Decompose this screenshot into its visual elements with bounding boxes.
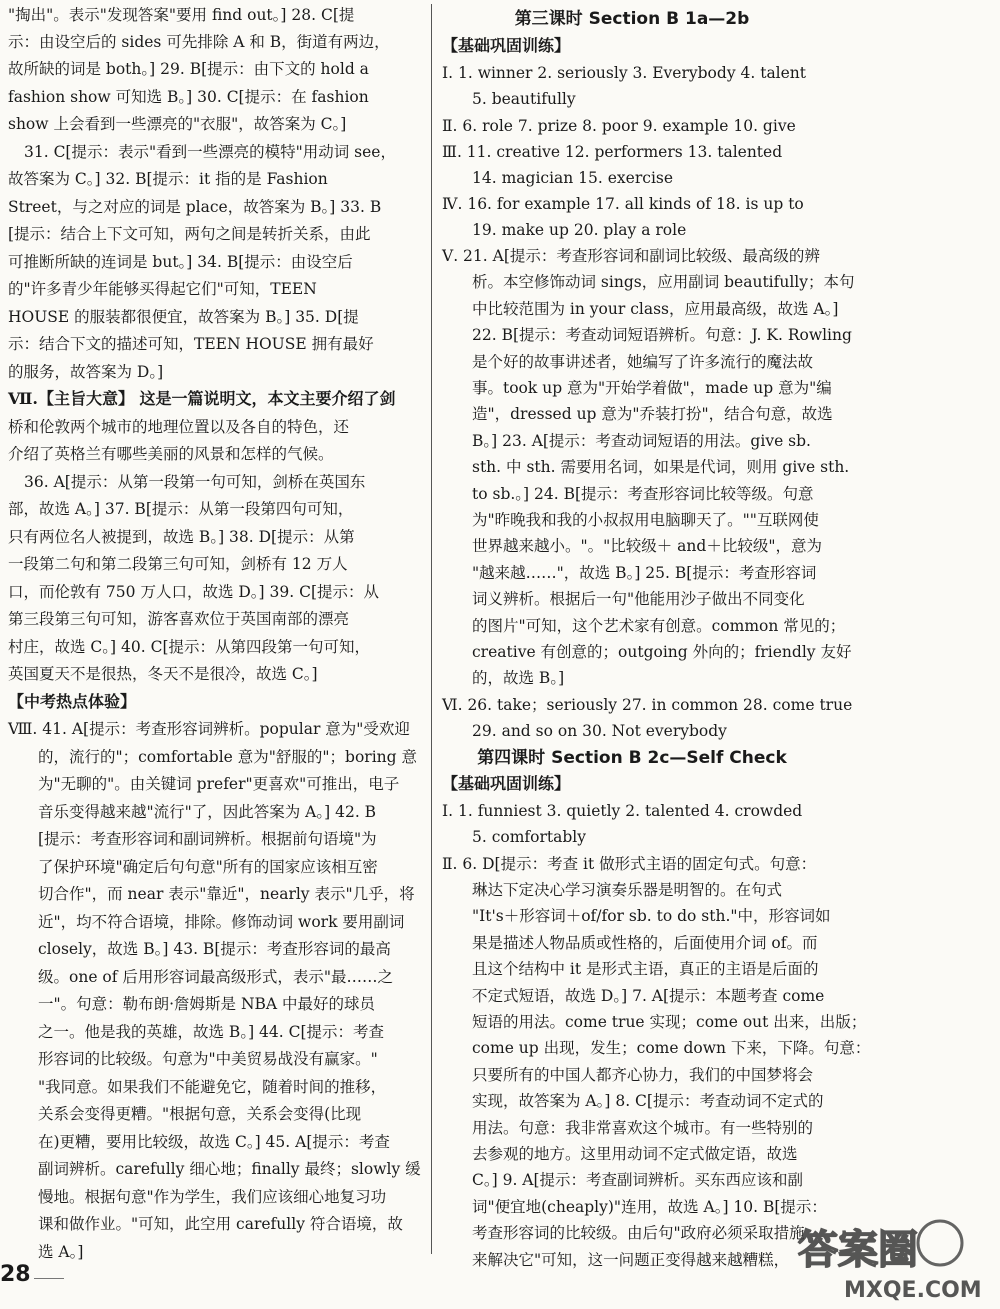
text-line: 29. and so on 30. Not everybody	[472, 722, 727, 740]
text-line: 31. C[提示：表示"看到一些漂亮的模特"用动词 see，	[24, 143, 396, 161]
text-line: 桥和伦敦两个城市的地理位置以及各自的特色，还	[8, 418, 350, 436]
text-line: 去参观的地方。这里用动词不定式做定语，故选	[472, 1145, 798, 1163]
text-line: 用法。句意：我非常喜欢这个城市。有一些特别的	[472, 1119, 814, 1137]
text-line: 36. A[提示：从第一段第一句可知，剑桥在英国东	[24, 473, 366, 491]
text-line: creative 有创意的；outgoing 外向的；friendly 友好	[472, 643, 852, 661]
text-line: Ⅰ. 1. winner 2. seriously 3. Everybody 4. talent	[442, 64, 807, 82]
text-line: 音乐变得越来越"流行"了，因此答案为 A。] 42. B	[38, 803, 377, 821]
text-line: 课和做作业。"可知，此空用 carefully 符合语境，故	[38, 1215, 403, 1233]
text-line: 示：结合下文的描述可知，TEEN HOUSE 拥有最好	[8, 335, 374, 353]
text-line: C。] 9. A[提示：考查副词辨析。买东西应该和副	[472, 1171, 804, 1189]
text-line: 级。one of 后用形容词最高级形式，表示"最……之	[38, 968, 394, 986]
text-line: 的图片"可知，这个艺术家有创意。common 常见的；	[472, 617, 846, 635]
watermark-circle	[918, 1221, 962, 1265]
text-line: 析。本空修饰动词 sings，应用副词 beautifully；本句	[472, 273, 855, 291]
watermark-url: MXQE.COM	[844, 1278, 982, 1303]
text-line: 造"，dressed up 意为"乔装打扮"，结合句意，故选	[472, 405, 833, 423]
text-line: 考查形容词的比较级。由后句"政府必须采取措施	[472, 1224, 805, 1242]
text-line: 短语的用法。come true 实现；come out 出来，出版；	[472, 1013, 867, 1031]
section-heading: 【基础巩固训练】	[442, 774, 571, 793]
text-line: 示：由设空后的 sides 可先排除 A 和 B，街道有两边，	[8, 33, 390, 51]
text-line: 是个好的故事讲述者，她编写了许多流行的魔法故	[472, 353, 814, 371]
text-line: 19. make up 20. play a role	[472, 221, 687, 239]
text-line: 只有两位名人被提到，故选 B。] 38. D[提示：从第	[8, 528, 355, 546]
text-line: 只要所有的中国人都齐心协力，我们的中国梦将会	[472, 1066, 814, 1084]
text-line: 一"。句意：勒布朗·詹姆斯是 NBA 中最好的球员	[38, 995, 376, 1013]
text-line: 副词辨析。carefully 细心地；finally 最终；slowly 缓	[38, 1160, 421, 1178]
text-line: 切合作"，而 near 表示"靠近"，nearly 表示"几乎，将	[38, 885, 415, 903]
text-line: 世界越来越小。"。"比较级＋ and＋比较级"，意为	[472, 537, 822, 555]
text-line: "我同意。如果我们不能避免它，随着时间的推移，	[38, 1078, 387, 1096]
text-line: 慢地。根据句意"作为学生，我们应该细心地复习功	[38, 1188, 387, 1206]
text-line: come up 出现，发生；come down 下来，下降。句意：	[472, 1039, 871, 1057]
text-line: 为"昨晚我和我的小叔叔用电脑聊天了。""互联网使	[472, 511, 819, 529]
page-number: 28	[0, 1262, 31, 1287]
lesson-title: 第四课时 Section B 2c—Self Check	[477, 748, 787, 768]
text-line: 琳达下定决心学习演奏乐器是明智的。在句式	[472, 881, 783, 899]
text-line: 不定式短语，故选 D。] 7. A[提示：本题考查 come	[472, 987, 825, 1005]
watermark-logo	[790, 1213, 990, 1305]
text-line: 22. B[提示：考查动词短语辨析。句意：J. K. Rowling	[472, 326, 852, 344]
watermark-title: 答案圈	[798, 1227, 918, 1273]
text-line: sth. 中 sth. 需要用名词，如果是代词，则用 give sth.	[472, 458, 850, 476]
text-line: 5. comfortably	[472, 828, 587, 846]
text-line: 第三段第三句可知，游客喜欢位于英国南部的漂亮	[8, 610, 350, 628]
text-line: Ⅱ. 6. D[提示：考查 it 做形式主语的固定句式。句意：	[442, 855, 817, 873]
text-line: 口，而伦敦有 750 万人口，故选 D。] 39. C[提示：从	[8, 583, 380, 601]
text-line: to sb.。] 24. B[提示：考查形容词比较等级。句意	[472, 485, 814, 503]
text-line: 词义辨析。根据后一句"他能用沙子做出不同变化	[472, 590, 805, 608]
text-line: closely，故选 B。] 43. B[提示：考查形容词的最高	[38, 940, 391, 958]
text-line: [提示：考查形容词和副词辨析。根据前句语境"为	[38, 830, 377, 848]
text-line: Ⅶ.【主旨大意】 这是一篇说明文，本文主要介绍了剑	[8, 389, 396, 408]
section-heading: 【中考热点体验】	[8, 692, 137, 711]
text-line: show 上会看到一些漂亮的"衣服"，故答案为 C。]	[8, 115, 347, 133]
text-line: Ⅷ. 41. A[提示：考查形容词辨析。popular 意为"受欢迎	[8, 720, 410, 738]
lesson-title: 第三课时 Section B 1a—2b	[514, 9, 750, 29]
text-line: HOUSE 的服装都很便宜，故答案为 B。] 35. D[提	[8, 308, 359, 326]
text-line: 介绍了英格兰有哪些美丽的风景和怎样的气候。	[8, 445, 334, 463]
page-number-rule	[34, 1278, 64, 1279]
text-line: 5. beautifully	[472, 90, 576, 108]
text-line: 一段第二句和第二段第三句可知，剑桥有 12 万人	[8, 555, 348, 573]
text-line: 且这个结构中 it 是形式主语，真正的主语是后面的	[472, 960, 819, 978]
text-line: 部，故选 A。] 37. B[提示：从第一段第四句可知，	[8, 500, 354, 518]
text-line: 村庄，故选 C。] 40. C[提示：从第四段第一句可知，	[8, 638, 370, 656]
text-line: 果是描述人物品质或性格的，后面使用介词 of。而	[472, 934, 818, 952]
text-line: 实现，故答案为 A。] 8. C[提示：考查动词不定式的	[472, 1092, 824, 1110]
text-line: Ⅴ. 21. A[提示：考查形容词和副词比较级、最高级的辨	[442, 247, 820, 265]
text-line: 词"便宜地(cheaply)"连用，故选 A。] 10. B[提示：	[472, 1198, 827, 1216]
text-line: 故所缺的词是 both。] 29. B[提示：由下文的 hold a	[8, 60, 369, 78]
text-line: 英国夏天不是很热，冬天不是很冷，故选 C。]	[8, 665, 318, 683]
text-line: Street，与之对应的词是 place，故答案为 B。] 33. B	[8, 198, 382, 216]
text-line: 来解决它"可知，这一问题正变得越来越糟糕，	[472, 1251, 790, 1269]
text-line: "越来越……"，故选 B。] 25. B[提示：考查形容词	[472, 564, 817, 582]
text-line: 可推断所缺的连词是 but。] 34. B[提示：由设空后	[8, 253, 353, 271]
column-divider	[431, 4, 432, 1254]
text-line: "掏出"。表示"发现答案"要用 find out。] 28. C[提	[8, 6, 355, 24]
text-line: 选 A。]	[38, 1243, 84, 1261]
text-line: 中比较范围为 in your class，应用最高级，故选 A。]	[472, 300, 839, 318]
text-line: Ⅰ. 1. funniest 3. quietly 2. talented 4. crowded	[442, 802, 803, 820]
text-line: B。] 23. A[提示：考查动词短语的用法。give sb.	[472, 432, 811, 450]
text-line: 关系会变得更糟。"根据句意，关系会变得(比现	[38, 1105, 362, 1123]
text-line: 近"，均不符合语境，排除。修饰动词 work 要用副词	[38, 913, 405, 931]
text-line: 事。took up 意为"开始学着做"，made up 意为"编	[472, 379, 832, 397]
text-line: 之一。他是我的英雄，故选 B。] 44. C[提示：考查	[38, 1023, 385, 1041]
text-line: 故答案为 C。] 32. B[提示：it 指的是 Fashion	[8, 170, 328, 188]
text-line: 的"许多青少年能够买得起它们"可知，TEEN	[8, 280, 317, 298]
section-heading: 【基础巩固训练】	[442, 36, 571, 55]
text-line: 的，故选 B。]	[472, 669, 565, 687]
text-line: 的，流行的"；comfortable 意为"舒服的"；boring 意	[38, 748, 417, 766]
text-line: 在)更糟，要用比较级，故选 C。] 45. A[提示：考查	[38, 1133, 390, 1151]
text-line: 的服务，故答案为 D。]	[8, 363, 164, 381]
text-line: 形容词的比较级。句意为"中美贸易战没有赢家。"	[38, 1050, 378, 1068]
text-line: Ⅱ. 6. role 7. prize 8. poor 9. example 10. give	[442, 117, 796, 135]
text-line: Ⅵ. 26. take；seriously 27. in common 28. come true	[442, 696, 853, 714]
text-line: 14. magician 15. exercise	[472, 169, 674, 187]
text-line: 了保护环境"确定后句句意"所有的国家应该相互密	[38, 858, 378, 876]
text-line: fashion show 可知选 B。] 30. C[提示：在 fashion	[8, 88, 369, 106]
text-line: "It's＋形容词＋of/for sb. to do sth."中，形容词如	[472, 907, 831, 925]
text-line: [提示：结合上下文可知，两句之间是转折关系，由此	[8, 225, 371, 243]
text-line: Ⅲ. 11. creative 12. performers 13. talented	[442, 143, 783, 161]
text-line: Ⅳ. 16. for example 17. all kinds of 18. is up to	[442, 195, 804, 213]
text-line: 为"无聊的"。由关键词 prefer"更喜欢"可推出，电子	[38, 775, 400, 793]
